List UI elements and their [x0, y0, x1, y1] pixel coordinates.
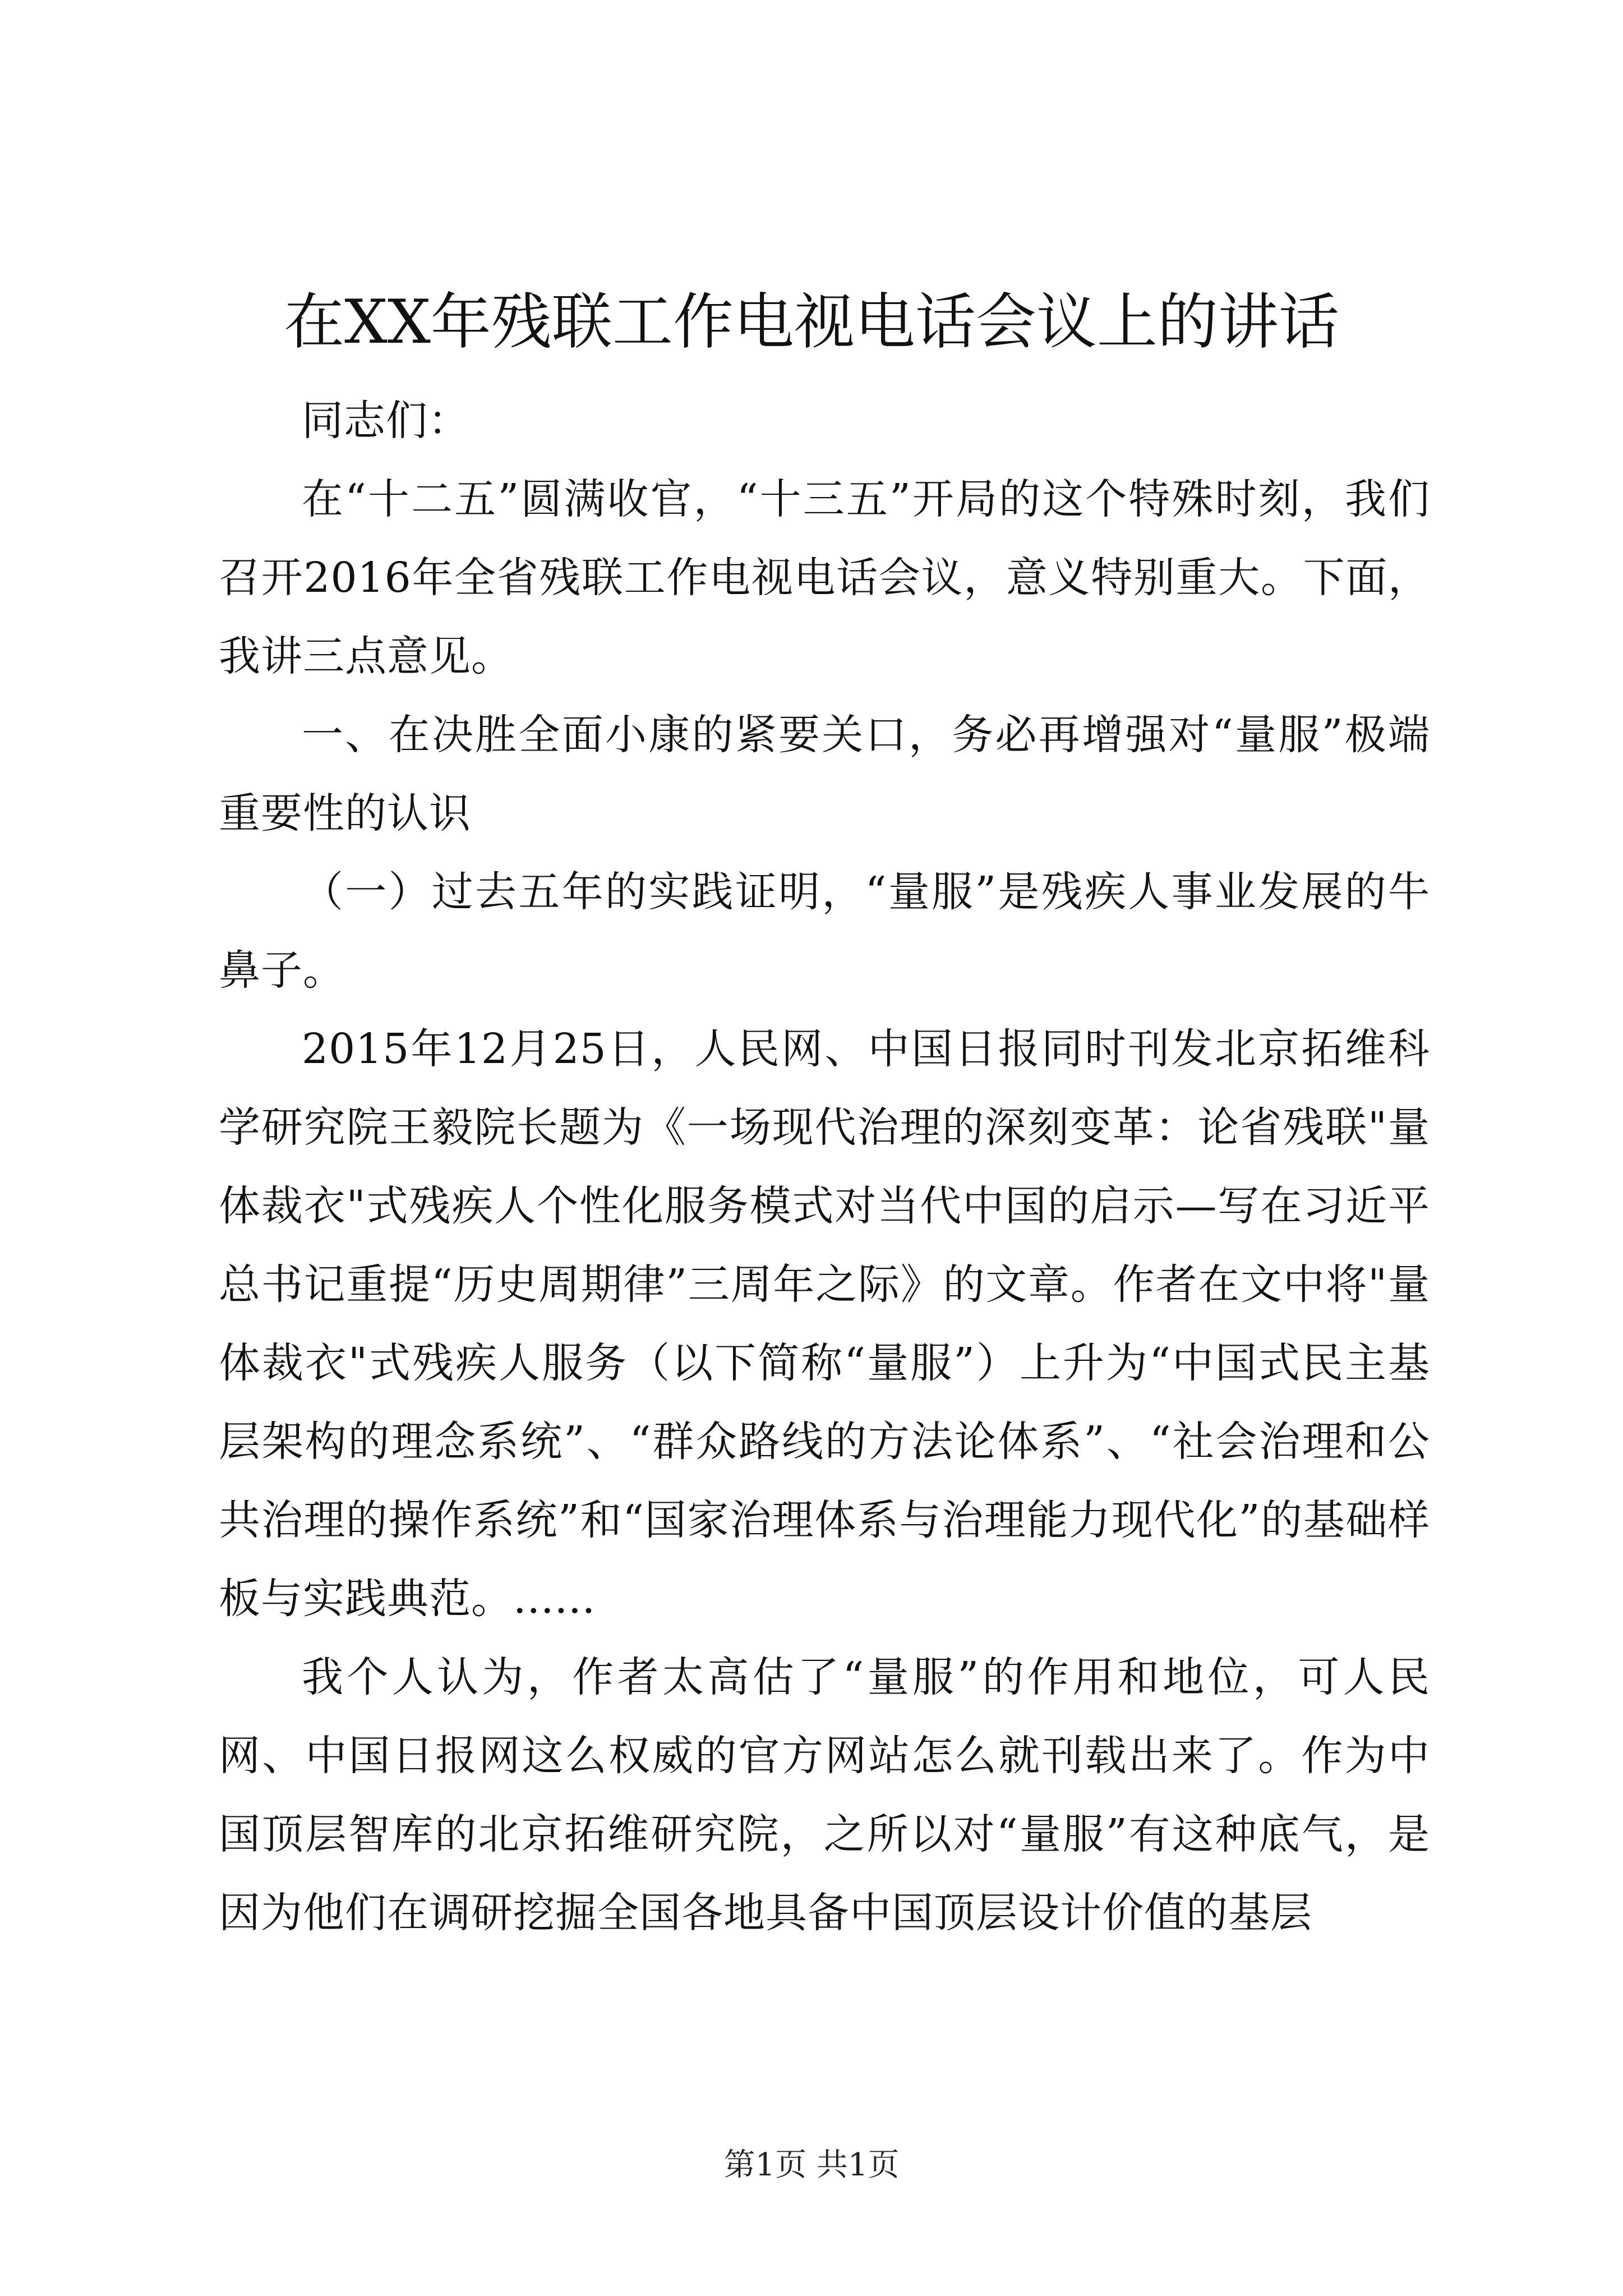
page-number-footer: 第1页 共1页 — [723, 2147, 900, 2183]
paragraph-article-summary: 2015年12月25日，人民网、中国日报同时刊发北京拓维科学研究院王毅院长题为《一场现代治理的深刻变革：论省残联"量体裁衣"式残疾人个性化服务模式对当代中国的启示—写在习近平总书记重提“历史周期律”三周年之际》的文章。作者在文中将"量体裁衣"式残疾人服务（以下简称“量服”）上升为“中国式民主基层架构的理念系统”、“群众路线的方法论体系”、“社会治理和公共治理的操作系统”和“国家治理体系与治理能力现代化”的基础样板与实践典范。...... — [219, 1025, 1430, 1623]
document-title: 在XX年残联工作电视电话会议上的讲话 — [284, 287, 1339, 357]
paragraph-intro: 在“十二五”圆满收官，“十三五”开局的这个特殊时刻，我们召开2016年全省残联工作电视电话会议，意义特别重大。下面，我讲三点意见。 — [219, 475, 1430, 680]
paragraph-section-heading: 一、在决胜全面小康的紧要关口，务必再增强对“量服”极端重要性的认识 — [219, 711, 1430, 838]
paragraph-personal-view: 我个人认为，作者太高估了“量服”的作用和地位，可人民网、中国日报网这么权威的官方网站怎么就刊载出来了。作为中国顶层智库的北京拓维研究院，之所以对“量服”有这种底气，是因为他们在调研挖掘全国各地具备中国顶层设计价值的基层 — [219, 1653, 1430, 1937]
document-body — [219, 381, 1430, 1952]
paragraph-salutation: 同志们： — [302, 397, 470, 445]
paragraph-subsection-heading: （一）过去五年的实践证明，“量服”是残疾人事业发展的牛鼻子。 — [219, 868, 1430, 995]
